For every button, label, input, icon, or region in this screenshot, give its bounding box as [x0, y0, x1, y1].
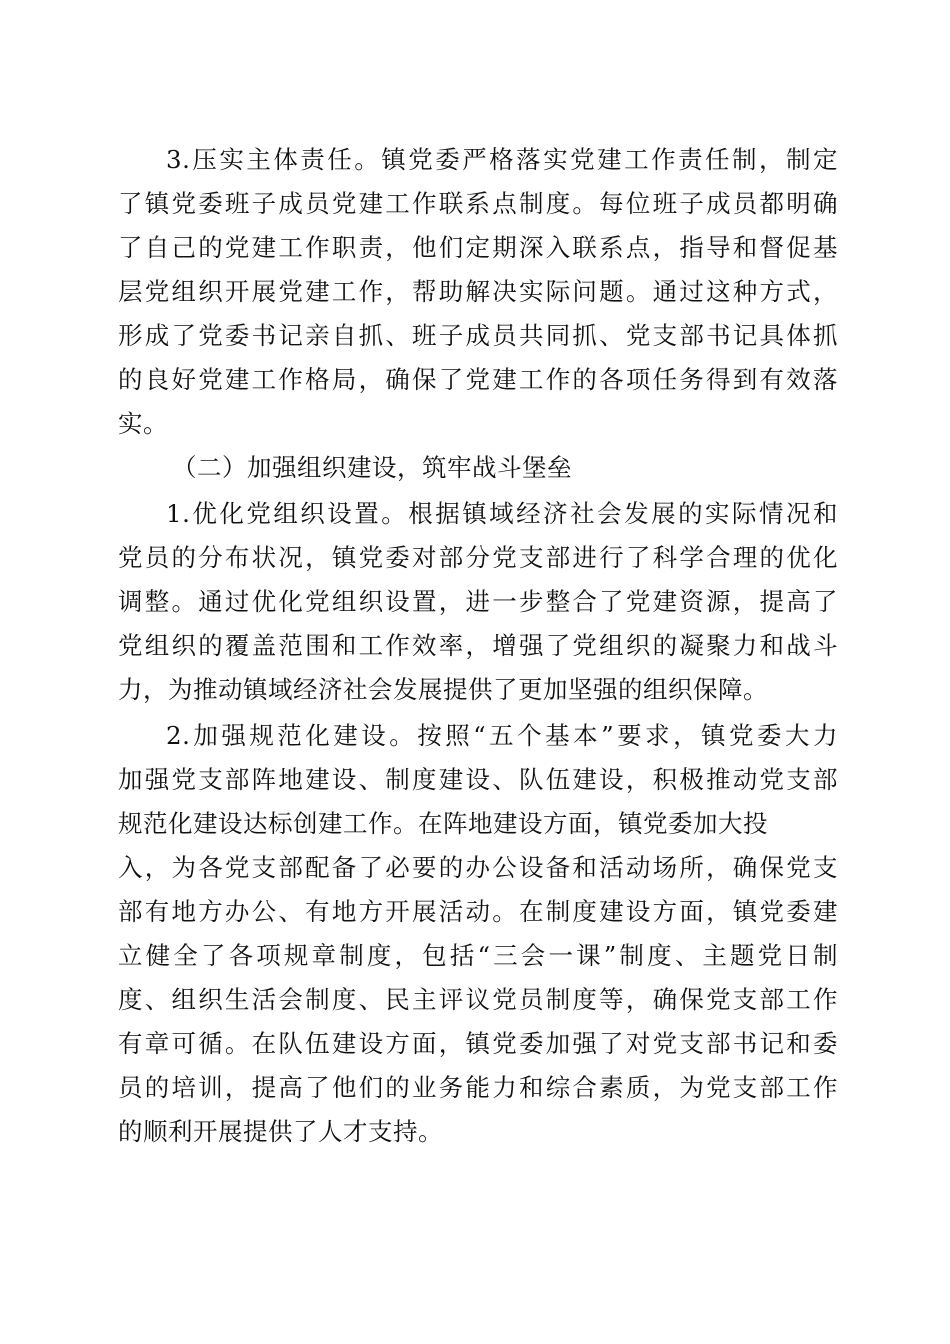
paragraph-line: 部有地方办公、有地方开展活动。在制度建设方面，镇党委建	[118, 897, 838, 926]
paragraph-line: 加强党支部阵地建设、制度建设、队伍建设，积极推动党支部	[118, 765, 838, 794]
paragraph-line: 3.压实主体责任。镇党委严格落实党建工作责任制，制定	[166, 145, 838, 174]
section-heading: （二）加强组织建设，筑牢战斗堡垒	[172, 453, 572, 482]
paragraph-line: 层党组织开展党建工作，帮助解决实际问题。通过这种方式，	[118, 277, 838, 306]
paragraph-line: 的良好党建工作格局，确保了党建工作的各项任务得到有效落	[118, 365, 838, 394]
paragraph-line: 员的培训，提高了他们的业务能力和综合素质，为党支部工作	[118, 1073, 838, 1102]
paragraph-line: 调整。通过优化党组织设置，进一步整合了党建资源，提高了	[118, 587, 838, 616]
paragraph-line: 党组织的覆盖范围和工作效率，增强了党组织的凝聚力和战斗	[118, 631, 838, 660]
paragraph-line: 1.优化党组织设置。根据镇域经济社会发展的实际情况和	[166, 499, 838, 528]
paragraph-line: 力，为推动镇域经济社会发展提供了更加坚强的组织保障。	[118, 675, 768, 704]
paragraph-line: 形成了党委书记亲自抓、班子成员共同抓、党支部书记具体抓	[118, 321, 838, 350]
paragraph-line: 党员的分布状况，镇党委对部分党支部进行了科学合理的优化	[118, 543, 838, 572]
paragraph-line: 规范化建设达标创建工作。在阵地建设方面，镇党委加大投	[118, 809, 768, 838]
paragraph-line: 入，为各党支部配备了必要的办公设备和活动场所，确保党支	[118, 853, 838, 882]
paragraph-line: 立健全了各项规章制度，包括“三会一课”制度、主题党日制	[118, 941, 838, 970]
paragraph-line: 的顺利开展提供了人才支持。	[118, 1117, 443, 1146]
paragraph-line: 度、组织生活会制度、民主评议党员制度等，确保党支部工作	[118, 985, 838, 1014]
paragraph-line: 2.加强规范化建设。按照“五个基本”要求，镇党委大力	[166, 721, 838, 750]
paragraph-line: 实。	[118, 409, 168, 438]
paragraph-line: 有章可循。在队伍建设方面，镇党委加强了对党支部书记和委	[118, 1029, 838, 1058]
paragraph-line: 了镇党委班子成员党建工作联系点制度。每位班子成员都明确	[118, 189, 838, 218]
paragraph-line: 了自己的党建工作职责，他们定期深入联系点，指导和督促基	[118, 233, 838, 262]
